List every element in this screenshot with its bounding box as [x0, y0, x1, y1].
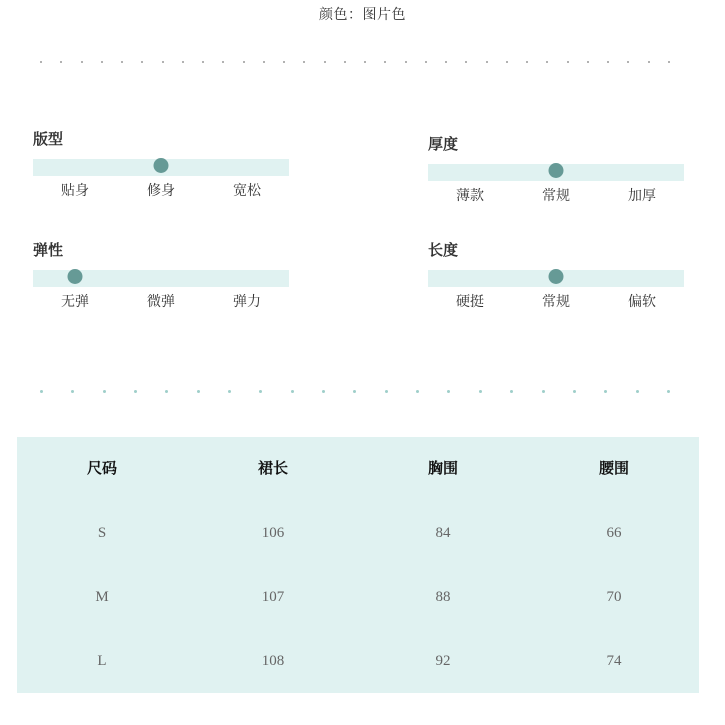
table-header-row	[17, 453, 699, 483]
attribute-elasticity	[33, 240, 289, 311]
table-cell: 66	[606, 525, 622, 541]
attribute-indicator	[549, 163, 564, 178]
attribute-option: 偏软	[628, 294, 656, 310]
column-header-waist: 腰围	[598, 459, 629, 477]
divider-dot	[71, 390, 74, 393]
divider-dot	[546, 61, 548, 63]
divider-dot	[322, 390, 325, 393]
attribute-length	[428, 240, 684, 311]
attribute-title: 版型	[33, 130, 64, 148]
column-header-length: 裙长	[257, 459, 288, 477]
divider-dot	[587, 61, 589, 63]
table-cell: 88	[435, 589, 451, 605]
divider-dot	[353, 390, 356, 393]
attribute-option: 弹力	[233, 294, 261, 310]
divider-dot	[40, 61, 42, 63]
divider-dot	[182, 61, 184, 63]
divider-dot	[385, 390, 388, 393]
attribute-thickness	[428, 134, 684, 205]
divider-dot	[573, 390, 576, 393]
divider-dot	[607, 61, 609, 63]
divider-dot	[567, 61, 569, 63]
divider-dot	[40, 390, 43, 393]
divider-dot	[667, 390, 670, 393]
divider-dot	[291, 390, 294, 393]
divider-dot	[668, 61, 670, 63]
divider-dot	[259, 390, 262, 393]
divider-dot	[486, 61, 488, 63]
attribute-option: 无弹	[61, 294, 89, 310]
divider-dot	[141, 61, 143, 63]
attribute-fit	[33, 129, 289, 200]
attribute-option: 硬挺	[456, 294, 484, 310]
divider-dot	[364, 61, 366, 63]
attribute-option: 常规	[542, 188, 570, 204]
divider-dot	[465, 61, 467, 63]
table-row	[17, 518, 699, 548]
attribute-option: 薄款	[456, 188, 484, 204]
attribute-indicator	[154, 158, 169, 173]
divider-dot	[542, 390, 545, 393]
divider-dot	[447, 390, 450, 393]
divider-dot	[60, 61, 62, 63]
divider-dot	[228, 390, 231, 393]
divider-dot	[243, 61, 245, 63]
divider-dot	[197, 390, 200, 393]
divider-dot	[445, 61, 447, 63]
attribute-title: 弹性	[33, 241, 64, 259]
column-header-bust: 胸围	[427, 459, 458, 477]
divider-dot	[121, 61, 123, 63]
table-cell: 74	[606, 653, 622, 669]
attribute-title: 厚度	[428, 135, 459, 153]
attribute-option: 微弹	[147, 294, 175, 310]
divider-dot	[636, 390, 639, 393]
column-header-size: 尺码	[86, 459, 117, 477]
attribute-option: 加厚	[628, 188, 656, 204]
size-table	[17, 437, 699, 693]
divider-dot	[425, 61, 427, 63]
divider-dot	[384, 61, 386, 63]
divider-dot	[263, 61, 265, 63]
divider-dot	[604, 390, 607, 393]
attribute-title: 长度	[428, 241, 459, 259]
table-cell: M	[95, 589, 109, 605]
table-cell: S	[97, 525, 107, 541]
divider-dot	[134, 390, 137, 393]
attribute-scale-track	[33, 270, 289, 287]
divider-dot	[510, 390, 513, 393]
divider-dot	[162, 61, 164, 63]
divider-dot	[101, 61, 103, 63]
divider-dot	[627, 61, 629, 63]
attribute-option: 宽松	[233, 183, 261, 199]
attribute-option: 贴身	[61, 183, 89, 199]
divider-dot	[324, 61, 326, 63]
divider-dot	[103, 390, 106, 393]
divider-dot	[506, 61, 508, 63]
attribute-indicator	[68, 269, 83, 284]
divider-dot	[648, 61, 650, 63]
divider-dot	[303, 61, 305, 63]
table-cell: 70	[606, 589, 622, 605]
table-cell: 84	[435, 525, 451, 541]
table-row	[17, 582, 699, 612]
divider-dot	[405, 61, 407, 63]
divider-dot	[283, 61, 285, 63]
attribute-scale-track	[428, 164, 684, 181]
table-cell: 108	[261, 653, 285, 669]
attribute-indicator	[549, 269, 564, 284]
table-cell: 92	[435, 653, 451, 669]
divider-dot	[344, 61, 346, 63]
table-row	[17, 646, 699, 676]
attribute-scale-track	[33, 159, 289, 176]
table-cell: L	[97, 653, 107, 669]
table-cell: 107	[261, 589, 285, 605]
divider-dot	[526, 61, 528, 63]
divider-dot	[222, 61, 224, 63]
dotted-divider-top	[40, 59, 670, 65]
divider-dot	[479, 390, 482, 393]
attribute-option: 常规	[542, 294, 570, 310]
attribute-option: 修身	[147, 183, 175, 199]
divider-dot	[416, 390, 419, 393]
divider-dot	[202, 61, 204, 63]
divider-dot	[81, 61, 83, 63]
divider-dot	[165, 390, 168, 393]
table-cell: 106	[261, 525, 285, 541]
dotted-divider-bottom	[40, 388, 670, 394]
color-label: 颜色：图片色	[319, 7, 406, 23]
attribute-scale-track	[428, 270, 684, 287]
